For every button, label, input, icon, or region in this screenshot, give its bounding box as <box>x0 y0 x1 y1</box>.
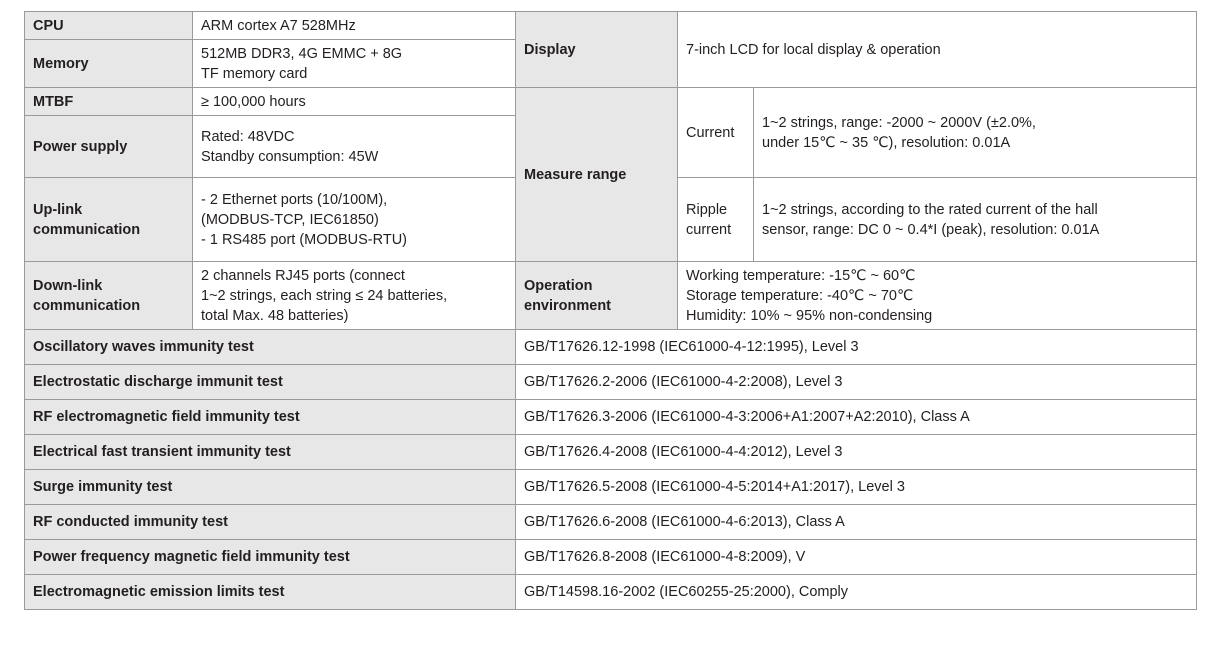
ripple-label-text: Ripple current <box>686 201 732 238</box>
downlink-label <box>25 262 193 330</box>
ripple-label <box>678 178 754 262</box>
downlink-label-text: Down-link communication <box>33 277 141 314</box>
row-mtbf <box>25 88 1197 116</box>
operation-label <box>516 262 678 330</box>
test-row <box>25 540 1197 575</box>
test-standard: GB/T14598.16-2002 (IEC60255-25:2000), Comply <box>516 575 1197 610</box>
uplink-label-text: Up-link communication <box>33 201 141 238</box>
row-downlink <box>25 262 1197 330</box>
test-name: Surge immunity test <box>25 470 516 505</box>
test-name: Electromagnetic emission limits test <box>25 575 516 610</box>
downlink-value <box>193 262 516 330</box>
memory-value-text: 512MB DDR3, 4G EMMC + 8G TF memory card <box>201 45 403 82</box>
test-row <box>25 505 1197 540</box>
test-row <box>25 400 1197 435</box>
current-value <box>754 88 1197 178</box>
power-value-text: Rated: 48VDC Standby consumption: 45W <box>201 128 379 165</box>
test-row <box>25 435 1197 470</box>
test-standard: GB/T17626.2-2006 (IEC61000-4-2:2008), Level 3 <box>516 365 1197 400</box>
test-row <box>25 470 1197 505</box>
spec-table <box>24 11 1197 610</box>
test-standard: GB/T17626.6-2008 (IEC61000-4-6:2013), Class A <box>516 505 1197 540</box>
ripple-value <box>754 178 1197 262</box>
test-name: RF electromagnetic field immunity test <box>25 400 516 435</box>
power-value <box>193 116 516 178</box>
test-row <box>25 575 1197 610</box>
operation-value <box>678 262 1197 330</box>
current-value-text: 1~2 strings, range: -2000 ~ 2000V (±2.0%, under 15℃ ~ 35 ℃), resolution: 0.01A <box>762 114 1036 151</box>
memory-value <box>193 40 516 88</box>
test-row <box>25 365 1197 400</box>
cpu-label: CPU <box>25 12 193 40</box>
test-name: Electrostatic discharge immunit test <box>25 365 516 400</box>
ripple-value-text: 1~2 strings, according to the rated current of the hall sensor, range: DC 0 ~ 0.4*I (peak), resolution: 0.01A <box>762 201 1100 238</box>
operation-label-text: Operation environment <box>524 277 612 314</box>
power-label: Power supply <box>25 116 193 178</box>
row-cpu <box>25 12 1197 40</box>
test-standard: GB/T17626.4-2008 (IEC61000-4-4:2012), Level 3 <box>516 435 1197 470</box>
test-standard: GB/T17626.3-2006 (IEC61000-4-3:2006+A1:2007+A2:2010), Class A <box>516 400 1197 435</box>
test-name: Oscillatory waves immunity test <box>25 330 516 365</box>
downlink-value-text: 2 channels RJ45 ports (connect 1~2 strings, each string ≤ 24 batteries, total Max. 48 batteries) <box>201 267 448 324</box>
operation-value-text: Working temperature: -15℃ ~ 60℃ Storage temperature: -40℃ ~ 70℃ Humidity: 10% ~ 95% non-condensing <box>686 267 933 324</box>
uplink-value-text: - 2 Ethernet ports (10/100M), (MODBUS-TCP, IEC61850) - 1 RS485 port (MODBUS-RTU) <box>201 191 407 248</box>
test-standard: GB/T17626.8-2008 (IEC61000-4-8:2009), V <box>516 540 1197 575</box>
mtbf-value: ≥ 100,000 hours <box>193 88 516 116</box>
test-row <box>25 330 1197 365</box>
uplink-value <box>193 178 516 262</box>
test-standard: GB/T17626.5-2008 (IEC61000-4-5:2014+A1:2017), Level 3 <box>516 470 1197 505</box>
test-name: Electrical fast transient immunity test <box>25 435 516 470</box>
memory-label: Memory <box>25 40 193 88</box>
test-name: Power frequency magnetic field immunity test <box>25 540 516 575</box>
display-value: 7-inch LCD for local display & operation <box>678 12 1197 88</box>
test-name: RF conducted immunity test <box>25 505 516 540</box>
measure-label: Measure range <box>516 88 678 262</box>
test-standard: GB/T17626.12-1998 (IEC61000-4-12:1995), Level 3 <box>516 330 1197 365</box>
display-label: Display <box>516 12 678 88</box>
current-label: Current <box>678 88 754 178</box>
uplink-label <box>25 178 193 262</box>
cpu-value: ARM cortex A7 528MHz <box>193 12 516 40</box>
mtbf-label: MTBF <box>25 88 193 116</box>
